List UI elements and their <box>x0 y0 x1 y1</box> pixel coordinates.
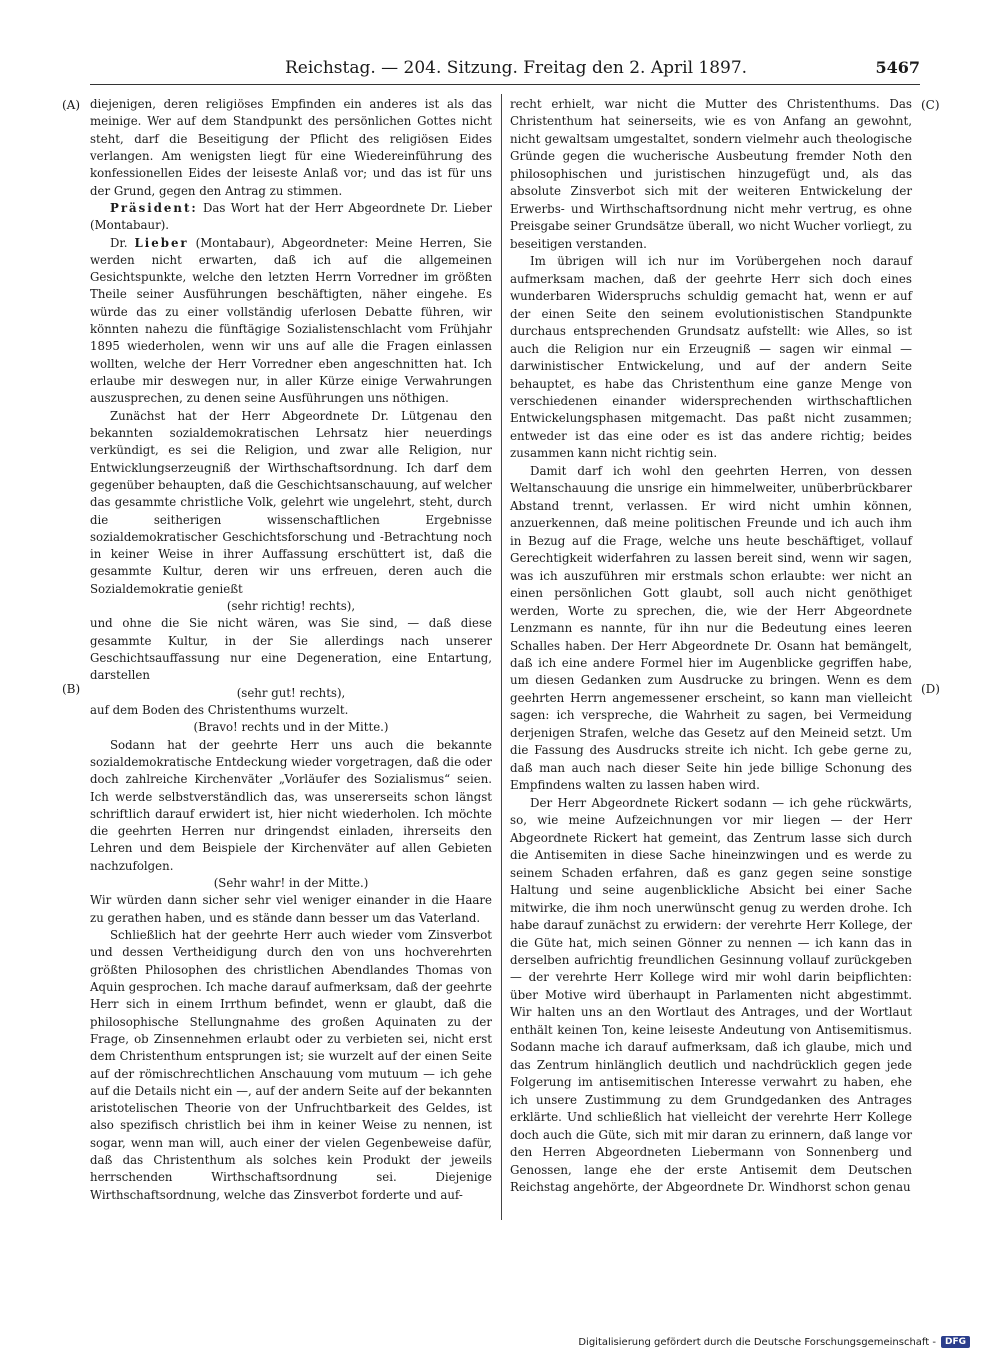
text-paragraph: recht erhielt, war nicht die Mutter des Christenthums. Das Christenthum hat seinerseits, wie es von Anfang an gewohnt, nicht gewaltsam umgestaltet, sondern vielmehr auch theologische Gründe gegen die wucherische Ausbeutung fremder Noth den philosophischen und juristischen hinzugefügt und, als das absolute Zinsverbot sich mit der weiteren Entwickelung der Erwerbs- und Wirthschaftsordnung nicht mehr vertrug, es ohne Preisgabe seiner Grundsätze überall, wo nicht Wucher vorliegt, zu beseitigen verstanden. <box>510 97 912 251</box>
text-paragraph: und ohne die Sie nicht wären, was Sie sind, — daß diese gesammte Kultur, in der Sie allerdings nach unserer Geschichtsauffassung nur eine Degeneration, eine Entartung, darstellen <box>90 616 492 683</box>
header-rule <box>90 84 920 85</box>
text-paragraph: Der Herr Abgeordnete Rickert sodann — ich gehe rückwärts, so, wie meine Aufzeichnungen vor mir liegen — der Herr Abgeordnete Rickert hat gemeint, das Zentrum lasse sich durch die Antisemiten in diese Sache hineinzwingen und es werde zu seinem Schaden erfahren, daß es ganz gegen seine sonstige Haltung und seine augenblickliche Absicht bei einer Sache mitwirke, die ihm noch unerwünscht genug zu werden drohe. Ich habe darauf zunächst zu erwidern: der verehrte Herr Kollege, der die Güte hat, mich seinen Gönner zu nennen — ich kann das in derselben aufrichtig freundlichen Gesinnung vollauf zurückgeben — der verehrte Herr Kollege wird mir wohl darin beipflichten: über Motive wird überhaupt in Parlamenten nicht abgestimmt. Wir halten uns an den Wortlaut des Antrages, und der Wortlaut enthält keinen Ton, keine leiseste Andeutung von Antisemitismus. Sodann mache ich darauf aufmerksam, daß ich glaube, mich und das Zentrum hinlänglich deutlich und nachdrücklich gegen jede Folgerung im antisemitischen Interesse verwahrt zu haben, ehe ich unsere Zustimmung zu dem Grundgedanken des Antrages erklärte. Und schließlich hat vielleicht der verehrte Herr Kollege doch auch die Güte, sich mit mir daran zu erinnern, daß lange vor den Herren Abgeordneten Liebermann von Sonnenberg und Genossen, lange ehe der erste Antisemit dem Deutschen Reichstag angehörte, der Abgeordnete Dr. Windhorst schon genau <box>510 795 912 1195</box>
speaker-name: Lieber <box>134 235 189 250</box>
speaker-prefix: Dr. <box>110 235 135 250</box>
text-paragraph: Im übrigen will ich nur im Vorübergehen noch darauf aufmerksam machen, daß der geehrte Herr sich doch eines wunderbaren Widerspruchs schuldig gemacht hat, wenn er auf der einen Seite den seinem evolutionistischen Standpunkte durchaus entsprechenden Grundsatz aufstellt: wie Alles, so ist auch die Religion nur ein Erzeugniß — sagen wir einmal — darwinistischer Entwickelung, und auf der andern Seite behauptet, es habe das Christenthum eine ganze Menge von verschiedenen einander widersprechenden wirthschaftlichen Entwickelungsphasen mitgemacht. Das paßt nicht zusammen; entweder ist das eine oder es ist das andere richtig; beides zusammen kann nicht richtig sein. <box>510 254 912 461</box>
margin-marker-d: (D) <box>921 682 940 696</box>
page-header <box>90 58 920 84</box>
speaker-name: Präsident: <box>110 200 198 215</box>
text-paragraph: Schließlich hat der geehrte Herr auch wieder vom Zinsverbot und dessen Vertheidigung durch den von uns hochverehrten größten Philosophen des christlichen Abendlandes Thomas von Aquin gesprochen. Ich mache darauf aufmerksam, daß der geehrte Herr sich in einem Irrthum befindet, wenn er glaubt, daß die philosophische Stellungnahme des großen Aquinaten zu der Frage, ob Zinsennehmen erlaubt oder zu verbieten sei, nicht erst dem Christenthum entsprungen ist; sie wurzelt auf der einen Seite auf der römischrechtlichen Anschauung vom mutuum — ich gehe auf die Details nicht ein —, auf der andern Seite auf der bekannten aristotelischen Theorie von der Unfruchtbarkeit des Geldes, ist also spezifisch christlich bei ihm in keiner Weise zu nennen, ist sogar, wenn man will, auch einer der vielen Gegenbeweise dafür, daß das Christenthum als solches kein Produkt der jeweils herrschenden Wirthschaftsordnung sei. Diejenige Wirthschaftsordnung, welche das Zinsverbot forderte und auf- <box>90 928 492 1202</box>
running-title: Reichstag. — 204. Sitzung. Freitag den 2. April 1897. <box>285 58 748 78</box>
text-paragraph: Wir würden dann sicher sehr viel weniger einander in die Haare zu gerathen haben, und es stände dann besser um das Vaterland. <box>90 893 492 925</box>
speech-paragraph <box>90 235 492 408</box>
interjection: (sehr gut! rechts), <box>236 685 346 700</box>
text-paragraph: Sodann hat der geehrte Herr uns auch die bekannte sozialdemokratische Entdeckung wieder vorgetragen, daß die oder doch zahlreiche Kirchenväter „Vorläufer des Sozialismus“ seien. Ich werde selbstverständlich das, was unsererseits schon längst schriftlich darauf erwidert ist, hier nicht wiederholen. Ich möchte die geehrten Herren nur dringendst einladen, ihrerseits den Lehren und dem Beispiele der Kirchenväter auf allen Gebieten nachzufolgen. <box>90 737 492 873</box>
dfg-logo-icon: DFG <box>941 1336 970 1348</box>
text-paragraph: auf dem Boden des Christenthums wurzelt. <box>90 702 349 717</box>
interjection: (Sehr wahr! in der Mitte.) <box>213 876 369 891</box>
text-paragraph: diejenigen, deren religiöses Empfinden ein anderes ist als das meinige. Wer auf dem Standpunkt des persönlichen Gottes nicht steht, darf die Beseitigung der Pflicht des religiösen Eides verlangen. Am wenigsten liegt für eine Wiedereinführung des konfessionellen Eides der leiseste Anlaß vor; und das ist für uns der Grund, gegen den Antrag zu stimmen. <box>90 97 492 198</box>
page-number: 5467 <box>875 58 920 77</box>
left-column <box>90 96 492 1204</box>
interjection: (Bravo! rechts und in der Mitte.) <box>193 720 389 735</box>
text-paragraph: Zunächst hat der Herr Abgeordnete Dr. Lütgenau den bekannten sozialdemokratischen Lehrsatz hier neuerdings verkündigt, es sei die Religion, und zwar alle Religion, nur Entwicklungserzeugniß der Wirthschaftsordnung. Ich darf dem gegenüber behaupten, daß die Geschichtsanschauung, auf welcher das gesammte christliche Volk, gelehrt wie ungelehrt, steht, durch die seitherigen wissenschaftlichen Ergebnisse sozialdemokratischer Geschichtsforschung und -Betrachtung noch in keiner Weise in ihrer Auffassung erschüttert ist, daß die gesammte Kultur, deren wir uns erfreuen, deren auch die Sozialdemokratie genießt <box>90 408 492 596</box>
text-paragraph: Damit darf ich wohl den geehrten Herren, von dessen Weltanschauung die unsrige ein himmelweiter, unüberbrückbarer Abstand trennt, verlassen. Er wird nicht umhin können, anzuerkennen, daß meine politischen Freunde und ich auch ihm in Bezug auf die Frage, welche uns heute beschäftiget, vollauf Gerechtigkeit widerfahren zu lassen bereit sind, wenn wir sagen, was ich auszuführen mir erstmals schon erlaubte: wer nicht an einen persönlichen Gott glaubt, soll auch nicht genöthiget werden, Worte zu sprechen, die, wie der Herr Abgeordnete Lenzmann es nannte, für ihn nur die Bedeutung eines leeren Schalles haben. Der Herr Abgeordnete Dr. Osann hat bemängelt, daß ich eine andere Formel hier im Augenblicke gegriffen habe, um diesen Gedanken zum Ausdrucke zu bringen. Wenn es dem geehrten Herrn angemessener erscheint, so kann man vielleicht sagen: ich verspreche, die Wahrheit zu sagen, bei Vermeidung derjenigen Strafen, welche das Gesetz auf den Meineid setzt. Um die Fassung des Ausdrucks streite ich nicht. Ich gebe gerne zu, daß man auch nach dieser Seite hin jede billige Schonung des Empfindens walten zu lassen haben wird. <box>510 463 912 793</box>
speech-text: Das Wort hat der Herr Abgeordnete Dr. Lieber (Montabaur). <box>90 200 492 233</box>
column-divider <box>501 94 502 1220</box>
footer-credit <box>578 1336 970 1348</box>
margin-marker-a: (A) <box>62 98 81 112</box>
footer-text: Digitalisierung gefördert durch die Deutsche Forschungsgemeinschaft - <box>578 1336 936 1348</box>
speech-text: (Montabaur), Abgeordneter: Meine Herren, Sie werden nicht erwarten, daß ich auf die allgemeinen Gesichtspunkte, welche den letzten Herrn Vorredner im größten Theile seiner Ausführungen beschäftigten, näher eingehe. Es würde das zu einer vollständig uferlosen Debatte führen, wir könnten nahezu die fünftägige Sozialistenschlacht vom Frühjahr 1895 wiederholen, wenn wir uns auf alle die Fragen einlassen wollten, welche der Herr Vorredner eben angeschnitten hat. Ich erlaube mir deswegen nur, in aller Kürze einige Verwahrungen auszusprechen, zu denen seine Ausführungen uns nöthigen. <box>90 235 493 406</box>
right-column <box>510 96 912 1197</box>
speech-paragraph <box>90 200 492 235</box>
margin-marker-b: (B) <box>62 682 81 696</box>
margin-marker-c: (C) <box>921 98 940 112</box>
interjection: (sehr richtig! rechts), <box>226 599 356 614</box>
